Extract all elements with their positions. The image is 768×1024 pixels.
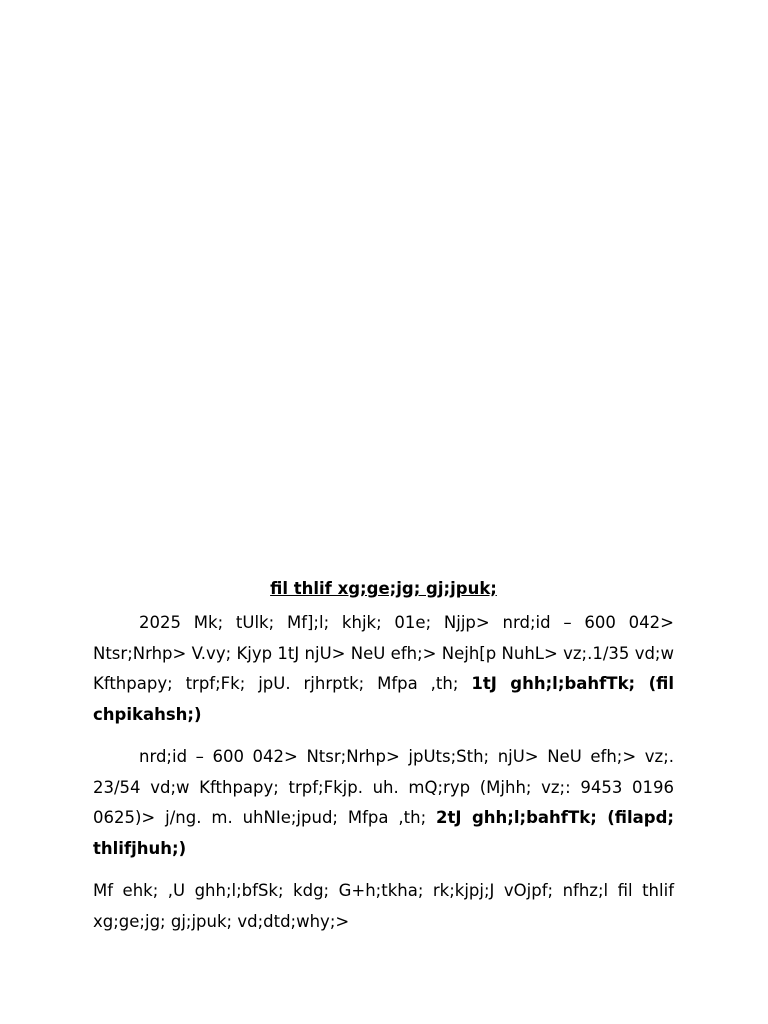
document-body [93,576,674,937]
party-one-role: 1tJ ghh;l;bahfTk; (fil chpikahsh;) [93,674,674,724]
party-two-role: 2tJ ghh;l;bahfTk; (filapd; thlifjhuh;) [93,808,674,858]
paragraph-party-one-text: 2025 Mk; tUlk; Mf];l; khjk; 01e; Njjp> nrd;id – 600 042> Ntsr;Nrhp> V.vy; Kjyp 1tJ njU> NeU efh;> Nejh[p NuhL> vz;.1/35 vd;w Kfthpapy; trpf;Fk; jpU. rjhrptk; Mfpa ,th; [93,613,674,693]
paragraph-party-two [93,742,674,864]
document-title: fil thlif xg;ge;jg; gj;jpuk; [270,579,497,598]
paragraph-party-two-text: nrd;id – 600 042> Ntsr;Nrhp> jpUts;Sth; njU> NeU efh;> vz;. 23/54 vd;w Kfthpapy; trpf;Fkjp. uh. mQ;ryp (Mjhh; vz;: 9453 0196 0625)> j/ng. m. uhNIe;jpud; Mfpa ,th; [93,747,674,827]
paragraph-party-one [93,608,674,730]
paragraph-agreement: Mf ehk; ,U ghh;l;bfSk; kdg; G+h;tkha; rk;kjpj;J vOjpf; nfhz;l fil thlif xg;ge;jg; gj;jpuk; vd;dtd;why;> [93,881,674,931]
